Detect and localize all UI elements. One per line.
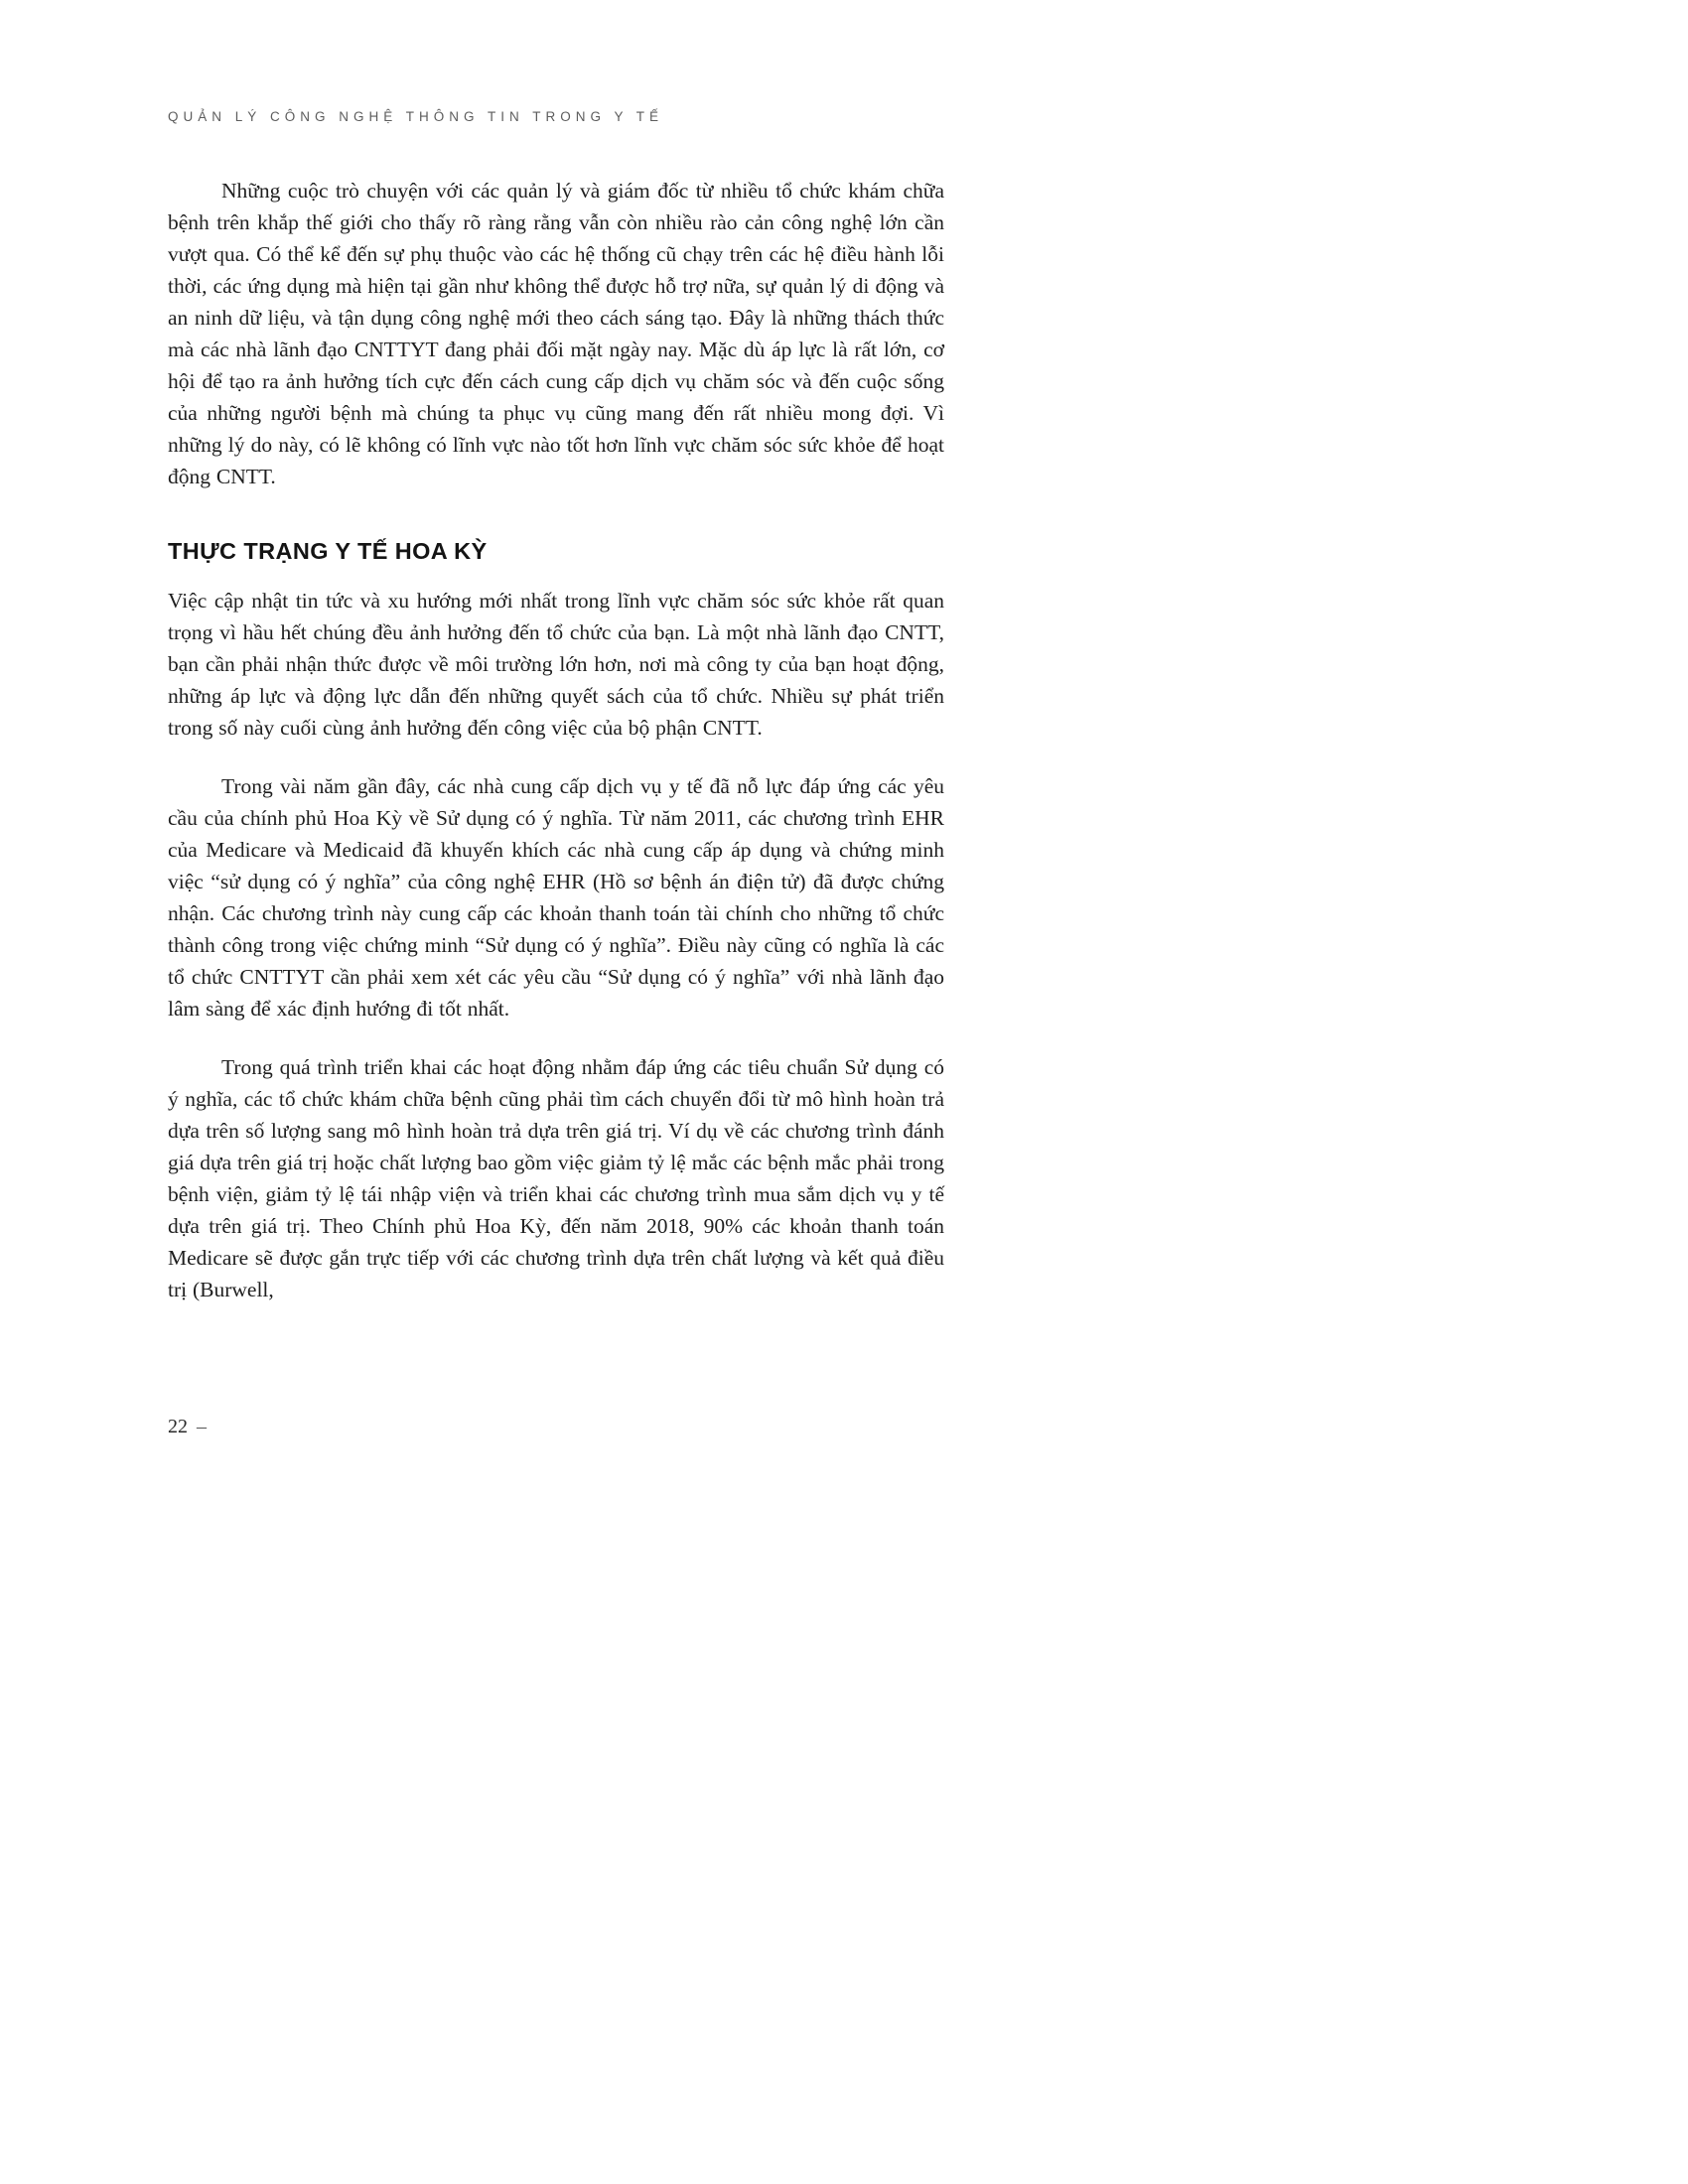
paragraph-meaningful-use: Trong vài năm gần đây, các nhà cung cấp dịch vụ y tế đã nỗ lực đáp ứng các yêu cầu của chính phủ Hoa Kỳ về Sử dụng có ý nghĩa. Từ năm 2011, các chương trình EHR của Medicare và Medicaid đã khuyến khích các nhà cung cấp áp dụng và chứng minh việc “sử dụng có ý nghĩa” của công nghệ EHR (Hồ sơ bệnh án điện tử) đã được chứng nhận. Các chương trình này cung cấp các khoản thanh toán tài chính cho những tổ chức thành công trong việc chứng minh “Sử dụng có ý nghĩa”. Điều này cũng có nghĩa là các tổ chức CNTTYT cần phải xem xét các yêu cầu “Sử dụng có ý nghĩa” với nhà lãnh đạo lâm sàng để xác định hướng đi tốt nhất. bbox=[168, 774, 944, 1021]
paragraph-value-based: Trong quá trình triển khai các hoạt động nhằm đáp ứng các tiêu chuẩn Sử dụng có ý nghĩa, các tổ chức khám chữa bệnh cũng phải tìm cách chuyển đổi từ mô hình hoàn trả dựa trên số lượng sang mô hình hoàn trả dựa trên giá trị. Ví dụ về các chương trình đánh giá dựa trên giá trị hoặc chất lượng bao gồm việc giảm tỷ lệ mắc các bệnh mắc phải trong bệnh viện, giảm tỷ lệ tái nhập viện và triển khai các chương trình mua sắm dịch vụ y tế dựa trên giá trị. Theo Chính phủ Hoa Kỳ, đến năm 2018, 90% các khoản thanh toán Medicare sẽ được gắn trực tiếp với các chương trình dựa trên chất lượng và kết quả điều trị (Burwell, bbox=[168, 1055, 944, 1301]
page-number-dash: – bbox=[197, 1416, 207, 1437]
section-heading: THỰC TRẠNG Y TẾ HOA KỲ bbox=[168, 538, 488, 564]
page-content bbox=[168, 175, 944, 1332]
paragraph-overview: Việc cập nhật tin tức và xu hướng mới nhất trong lĩnh vực chăm sóc sức khỏe rất quan trọng vì hầu hết chúng đều ảnh hưởng đến tổ chức của bạn. Là một nhà lãnh đạo CNTT, bạn cần phải nhận thức được về môi trường lớn hơn, nơi mà công ty của bạn hoạt động, những áp lực và động lực dẫn đến những quyết sách của tổ chức. Nhiều sự phát triển trong số này cuối cùng ảnh hưởng đến công việc của bộ phận CNTT. bbox=[168, 589, 944, 740]
page-footer bbox=[168, 1416, 207, 1438]
paragraph-intro: Những cuộc trò chuyện với các quản lý và giám đốc từ nhiều tổ chức khám chữa bệnh trên khắp thế giới cho thấy rõ ràng rằng vẫn còn nhiều rào cản công nghệ lớn cần vượt qua. Có thể kể đến sự phụ thuộc vào các hệ thống cũ chạy trên các hệ điều hành lỗi thời, các ứng dụng mà hiện tại gần như không thể được hỗ trợ nữa, sự quản lý di động và an ninh dữ liệu, và tận dụng công nghệ mới theo cách sáng tạo. Đây là những thách thức mà các nhà lãnh đạo CNTTYT đang phải đối mặt ngày nay. Mặc dù áp lực là rất lớn, cơ hội để tạo ra ảnh hưởng tích cực đến cách cung cấp dịch vụ chăm sóc và đến cuộc sống của những người bệnh mà chúng ta phục vụ cũng mang đến rất nhiều mong đợi. Vì những lý do này, có lẽ không có lĩnh vực nào tốt hơn lĩnh vực chăm sóc sức khỏe để hoạt động CNTT. bbox=[168, 179, 944, 488]
running-header: QUẢN LÝ CÔNG NGHỆ THÔNG TIN TRONG Y TẾ bbox=[168, 109, 664, 124]
page-number: 22 bbox=[168, 1416, 188, 1437]
